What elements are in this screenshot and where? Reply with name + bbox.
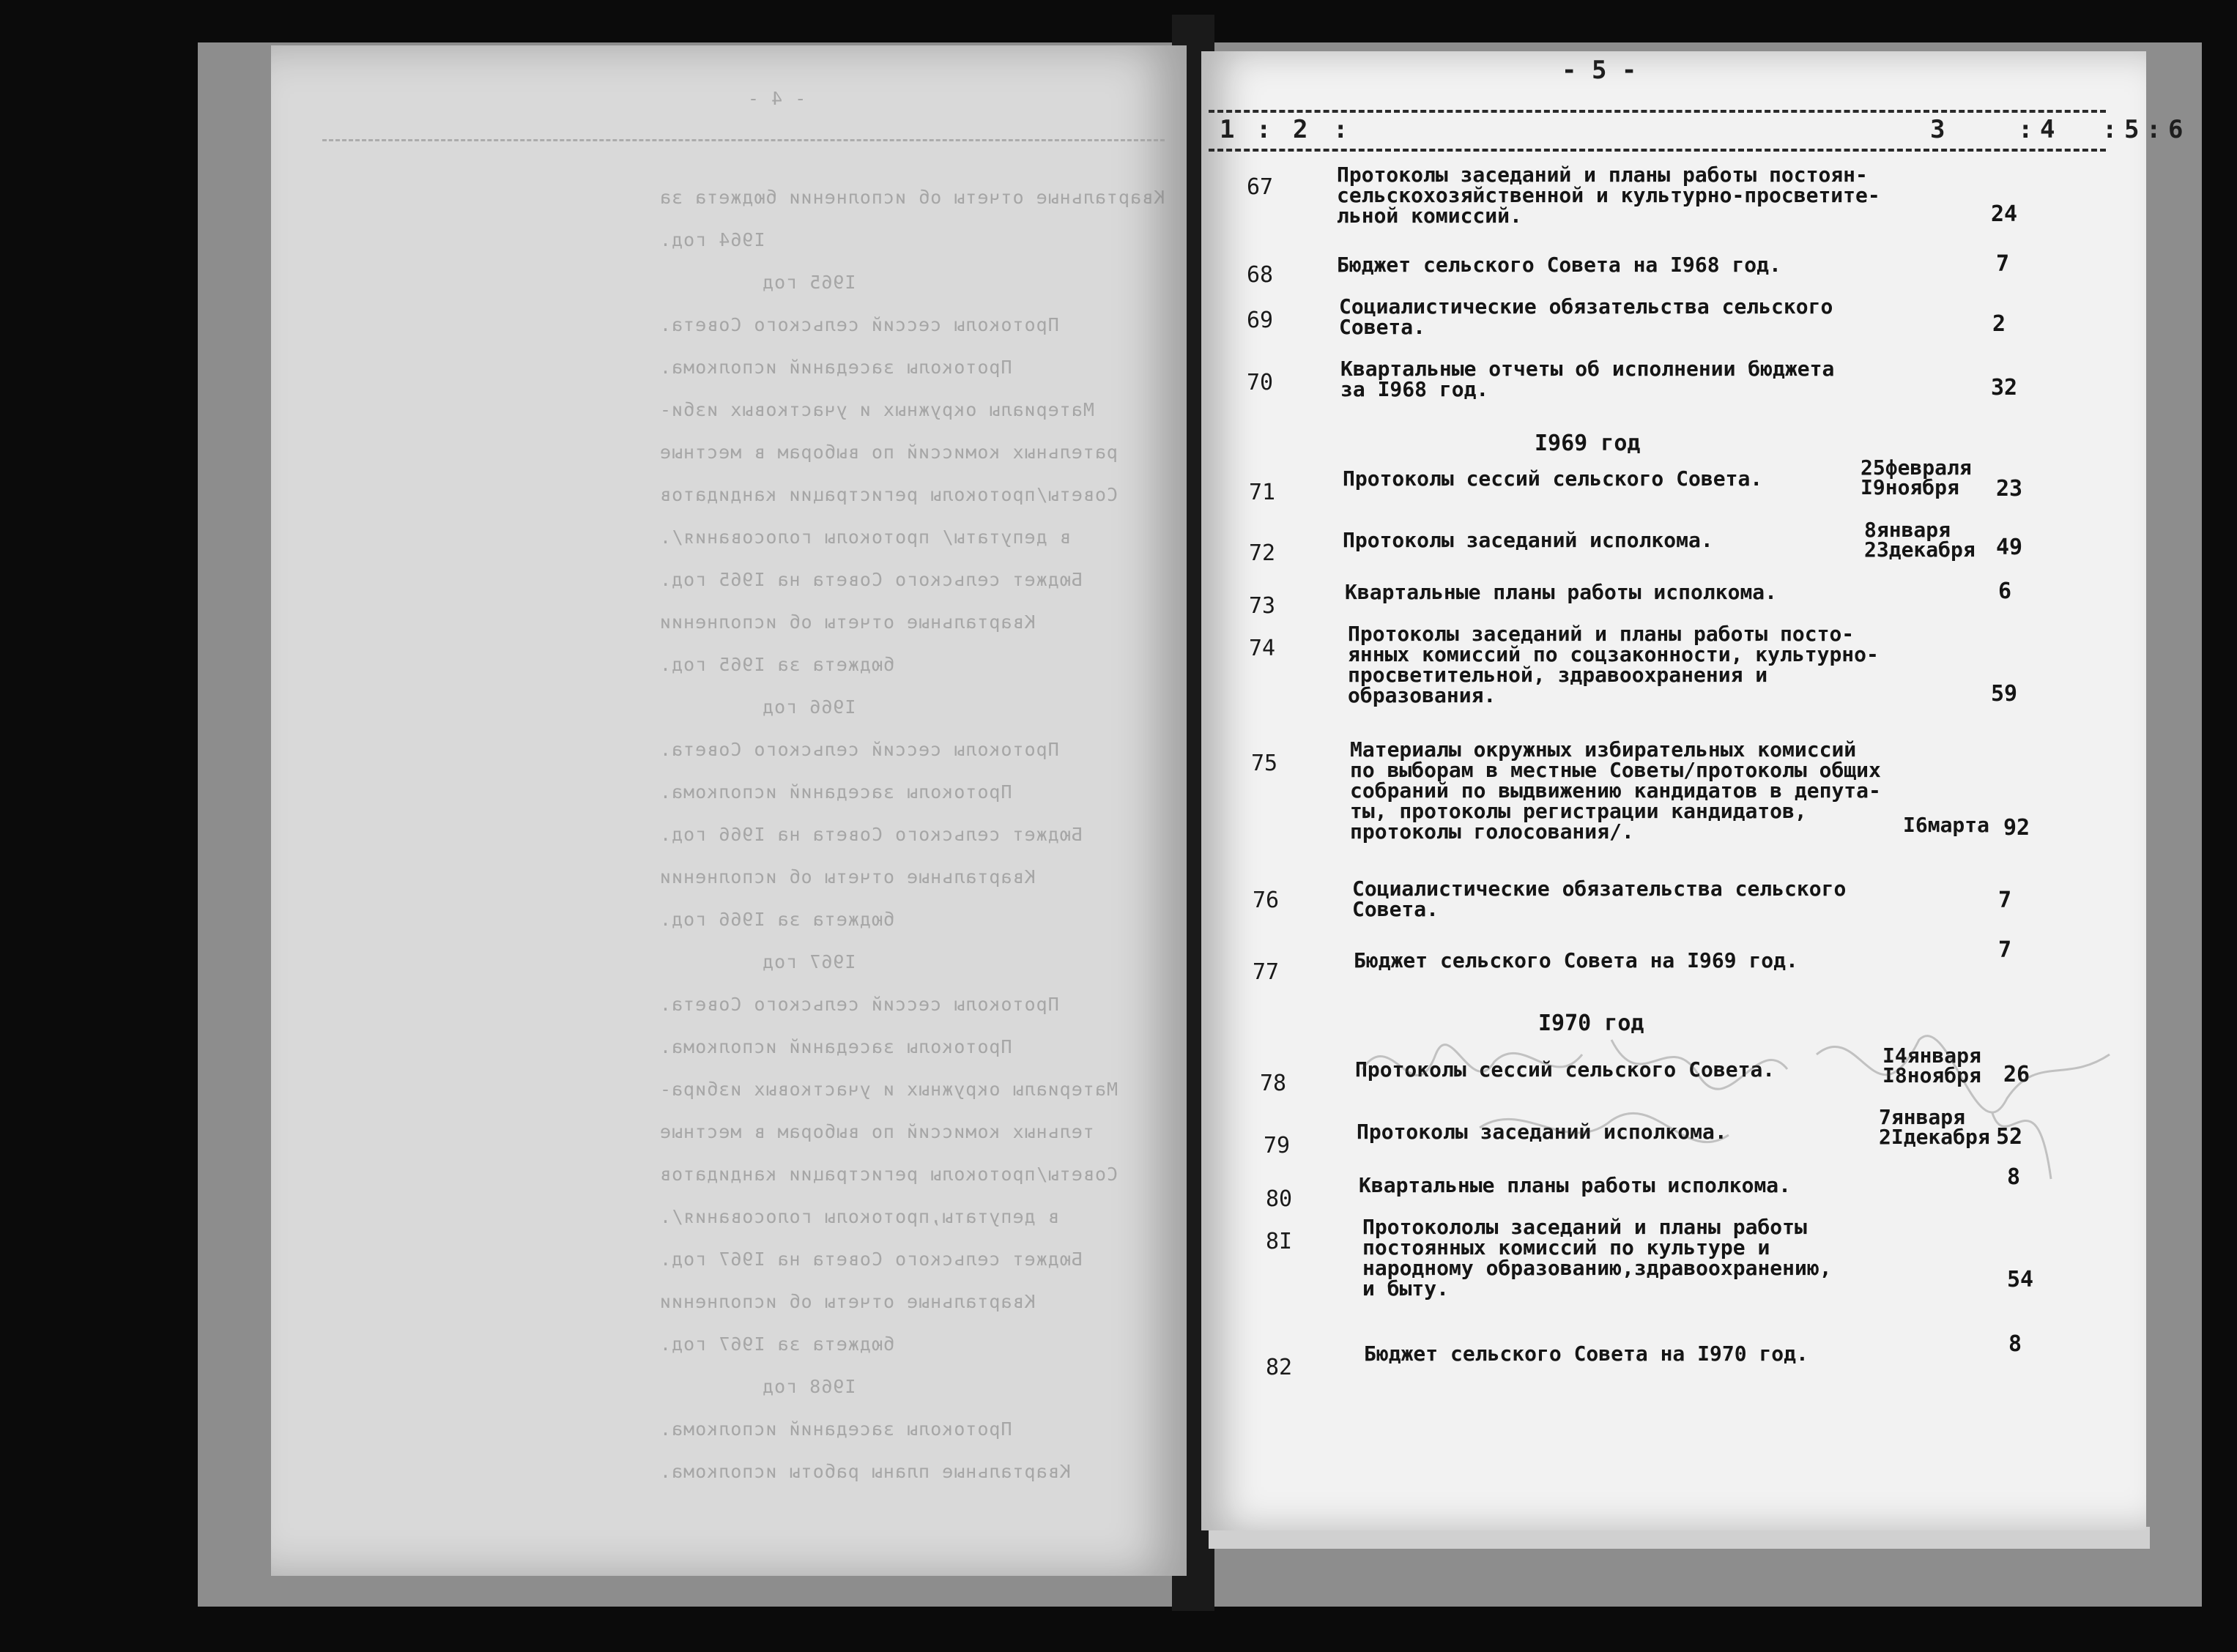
item-title: Социалистические обязательства сельского Совета. <box>1352 877 1847 921</box>
bleed-line: Протоколы заседаний исполкома. <box>659 781 1012 803</box>
column-header-label: : <box>2102 115 2118 144</box>
bleed-line: I968 год <box>762 1376 856 1397</box>
item-sheet-count: 7 <box>1998 937 2012 963</box>
item-sheet-count: 49 <box>1996 535 2023 560</box>
item-sheet-count: 2 <box>1992 311 2006 337</box>
item-title: Протоколы заседаний и планы работы посто- янных комиссий по соцзаконности, культурно- просветительной, здравоохранения и образования. <box>1348 622 1879 707</box>
bleed-line: Протоколы заседаний исполкома. <box>659 357 1012 378</box>
item-number: 69 <box>1247 308 1274 333</box>
left-page-header-rule <box>322 139 1165 141</box>
item-dates: 7января 2Iдекабря <box>1879 1105 1990 1149</box>
bleed-line: Протоколы заседаний исполкома. <box>659 1418 1012 1440</box>
bleed-line: Квартальные отчеты об исполнении <box>659 611 1036 633</box>
item-sheet-count: 52 <box>1996 1124 2023 1150</box>
item-dates: 8января 23декабря <box>1864 518 1976 562</box>
item-title: Квартальные планы работы исполкома. <box>1359 1173 1792 1197</box>
item-number: 75 <box>1251 751 1278 776</box>
item-dates: I4января I8ноября <box>1882 1043 1981 1087</box>
bleed-line: бюджета за I967 год. <box>659 1333 895 1355</box>
item-sheet-count: 54 <box>2007 1267 2034 1292</box>
item-sheet-count: 23 <box>1996 476 2023 502</box>
item-title: Материалы окружных избирательных комиссий по выборам в местные Советы/протоколы общих собраний по выдвижению кандидатов в депута- ты, протоколы регистрации кандидатов, протоколы голосования/. <box>1350 737 1881 844</box>
handwritten-signature <box>1348 1011 2124 1201</box>
item-title: Квартальные отчеты об исполнении бюджета за I968 год. <box>1340 357 1835 401</box>
item-title: Протоколы заседаний исполкома. <box>1357 1120 1727 1144</box>
page-number: - 5 - <box>1562 56 1637 85</box>
item-number: 72 <box>1249 540 1276 566</box>
bleed-line: Советы/протоколы регистрации кандидатов <box>659 484 1118 505</box>
column-header-label: : <box>1256 115 1272 144</box>
item-number: 70 <box>1247 370 1274 395</box>
bleed-line: I964 год. <box>659 229 765 250</box>
bleed-line: I966 год <box>762 696 856 718</box>
year-heading: I969 год <box>1535 431 1641 456</box>
bleed-line: Материалы окружных и участковых изби- <box>659 399 1094 420</box>
item-title: Протоколы сессий сельского Совета. <box>1355 1057 1776 1082</box>
item-sheet-count: 7 <box>1996 251 2010 277</box>
item-number: 76 <box>1253 888 1280 913</box>
header-rule-bottom <box>1209 149 2106 152</box>
item-title: Бюджет сельского Совета на I970 год. <box>1364 1342 1808 1366</box>
item-title: Социалистические обязательства сельского Совета. <box>1339 294 1833 339</box>
bleed-line: Бюджет сельского Совета на I966 год. <box>659 824 1083 845</box>
item-number: 82 <box>1266 1355 1293 1380</box>
bleed-line: бюджета за I966 год. <box>659 909 895 930</box>
bleed-page-number: - 4 - <box>747 88 806 109</box>
bleed-line: Протоколы сессий сельского Совета. <box>659 994 1059 1015</box>
item-title: Бюджет сельского Совета на I969 год. <box>1354 948 1798 972</box>
item-title: Бюджет сельского Совета на I968 год. <box>1337 253 1781 277</box>
column-header-label: : <box>1333 115 1348 144</box>
column-header-label: 2 <box>1293 115 1308 144</box>
bleed-line: I967 год <box>762 951 856 972</box>
item-number: 71 <box>1249 480 1276 505</box>
item-sheet-count: 6 <box>1998 578 2012 604</box>
bleed-line: рательных комиссий по выборам в местные <box>659 442 1118 463</box>
item-title: Протокололы заседаний и планы работы постоянных комиссий по культуре и народному образованию,здравоохранению, и быту. <box>1362 1215 1832 1301</box>
column-header-label: : <box>2018 115 2033 144</box>
column-header-label: 5 <box>2124 115 2140 144</box>
column-header-label: 3 <box>1930 115 1945 144</box>
item-number: 74 <box>1249 636 1276 661</box>
item-sheet-count: 32 <box>1991 375 2018 401</box>
column-header-label: 4 <box>2040 115 2055 144</box>
item-dates: I6марта <box>1903 813 1990 837</box>
bleed-line: Квартальные отчеты об исполнении <box>659 866 1036 888</box>
bleed-line: Квартальные отчеты об исполнении бюджета за <box>659 187 1165 208</box>
item-sheet-count: 59 <box>1991 681 2018 707</box>
item-number: 80 <box>1266 1186 1293 1212</box>
column-header-label: : <box>2146 115 2162 144</box>
item-dates: 25февраля I9ноября <box>1861 455 1972 499</box>
item-number: 67 <box>1247 174 1274 200</box>
bleed-line: Протоколы заседаний исполкома. <box>659 1036 1012 1057</box>
bleed-line: Бюджет сельского Совета на I967 год. <box>659 1249 1083 1270</box>
item-number: 78 <box>1260 1071 1287 1096</box>
item-number: 73 <box>1249 593 1276 619</box>
item-number: 77 <box>1253 959 1280 985</box>
item-sheet-count: 26 <box>2003 1062 2030 1087</box>
item-title: Протоколы сессий сельского Совета. <box>1343 466 1763 491</box>
bleed-line: Квартальные отчеты об исполнении <box>659 1291 1036 1312</box>
item-sheet-count: 8 <box>2007 1164 2021 1190</box>
bleed-line: Протоколы сессий сельского Совета. <box>659 314 1059 335</box>
header-rule-top <box>1209 110 2106 113</box>
bleed-line: Квартальные планы работы исполкома. <box>659 1461 1071 1482</box>
bleed-line: I965 год <box>762 272 856 293</box>
bleed-line: Материалы окружных и участковых избира- <box>659 1079 1118 1100</box>
bleed-line: в депутаты,протоколы голосования/. <box>659 1206 1059 1227</box>
item-sheet-count: 92 <box>2003 815 2030 841</box>
column-header-label: 6 <box>2168 115 2184 144</box>
bleed-line: бюджета за I965 год. <box>659 654 895 675</box>
item-sheet-count: 7 <box>1998 888 2012 913</box>
item-sheet-count: 24 <box>1991 201 2018 227</box>
item-number: 8I <box>1266 1229 1293 1254</box>
bleed-line: Бюджет сельского Совета на I965 год. <box>659 569 1083 590</box>
item-title: Квартальные планы работы исполкома. <box>1345 580 1778 604</box>
year-heading: I970 год <box>1538 1011 1644 1036</box>
item-title: Протоколы заседаний исполкома. <box>1343 528 1713 552</box>
item-number: 79 <box>1264 1133 1291 1158</box>
bleed-line: Протоколы сессий сельского Совета. <box>659 739 1059 760</box>
item-sheet-count: 8 <box>2008 1331 2022 1357</box>
column-header-label: 1 <box>1220 115 1235 144</box>
bleed-line: тельных комиссий по выборам в местные <box>659 1121 1094 1142</box>
item-number: 68 <box>1247 262 1274 288</box>
item-title: Протоколы заседаний и планы работы постоян- сельскохозяйственной и культурно-просветите- льной комиссий. <box>1337 163 1880 228</box>
bleed-line: Советы/протоколы регистрации кандидатов <box>659 1164 1118 1185</box>
bleed-line: в депутаты/ протоколы голосования/. <box>659 527 1071 548</box>
